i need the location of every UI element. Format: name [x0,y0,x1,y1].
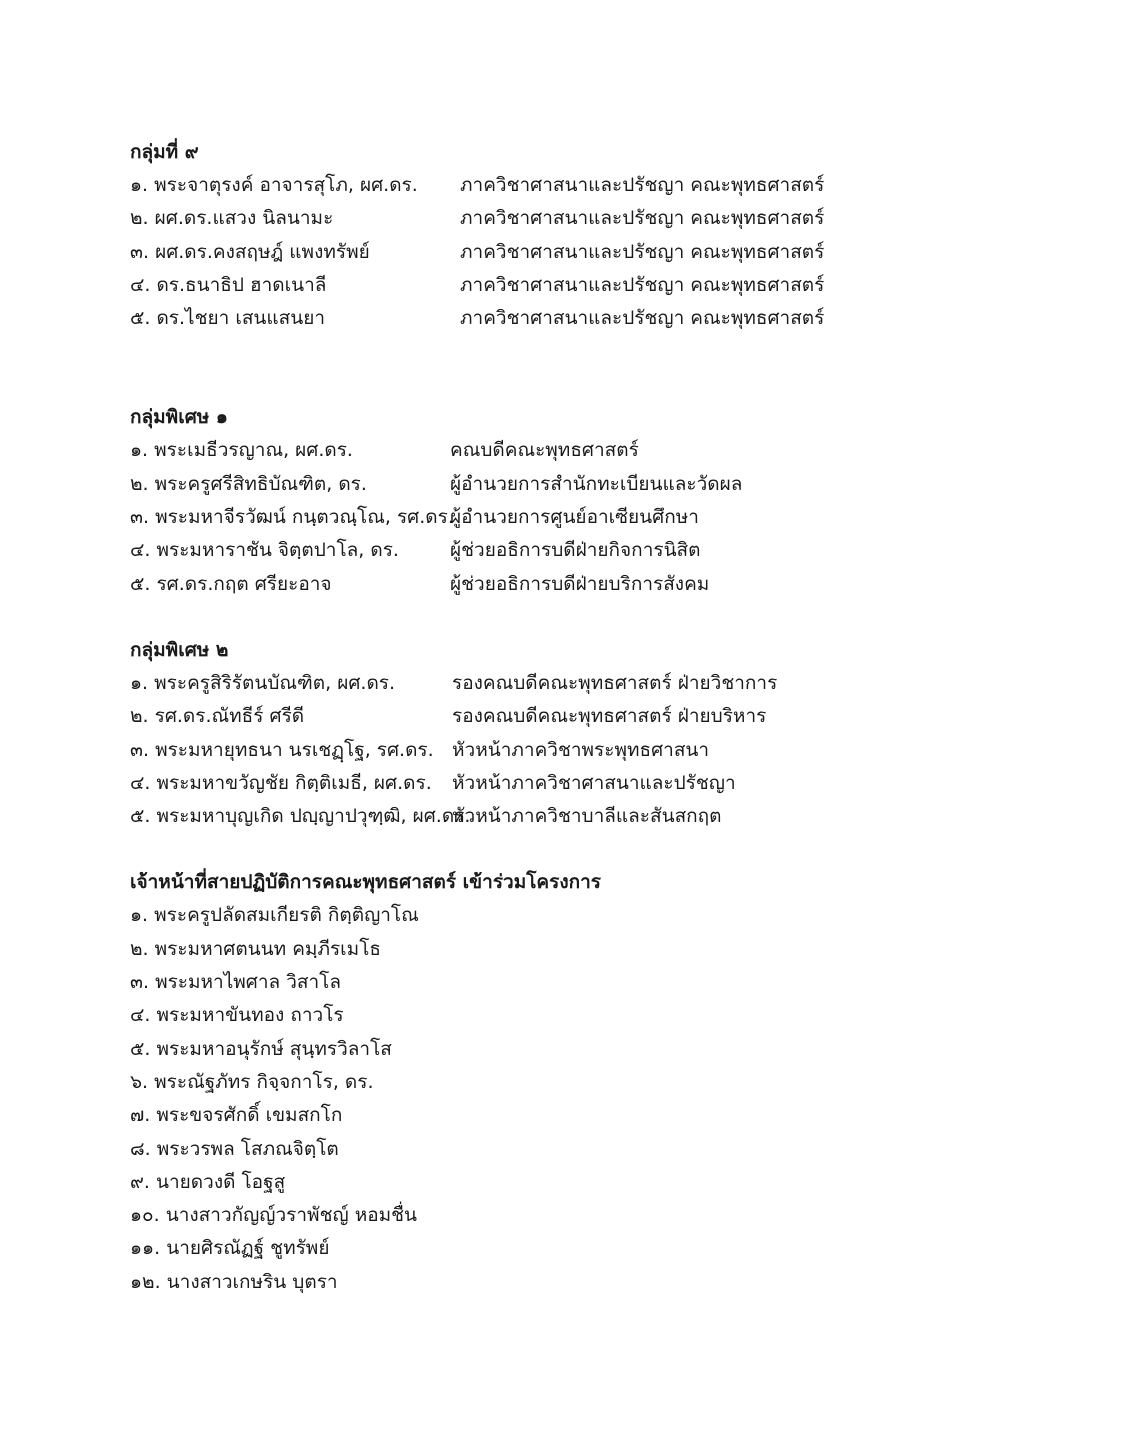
person-name: พระมหาบุญเกิด ปญฺญาปวุฑฺฒิ, ผศ.ดร. [156,805,471,828]
item-number: ๑. [130,671,149,694]
list-item [130,236,1070,269]
person-name: พระณัฐภัทร กิจฺจกาโร, ดร. [154,1070,374,1093]
person-name: พระครูศรีสิทธิบัณฑิต, ดร. [154,472,367,495]
person-role: ผู้อำนวยการสำนักทะเบียนและวัดผล [450,472,743,495]
person-name: ดร.ธนาธิป ฮาดเนาลี [156,273,327,296]
section-title: กลุ่มพิเศษ ๑ [130,406,228,429]
list-item [130,568,1070,601]
person-role: ผู้ช่วยอธิการบดีฝ่ายกิจการนิสิต [450,539,701,562]
section-title: กลุ่มพิเศษ ๒ [130,638,229,661]
list-item [130,999,1070,1032]
section-title: กลุ่มที่ ๙ [130,141,199,163]
item-number: ๕. [130,572,151,595]
person-role: หัวหน้าภาควิชาบาลีและสันสกฤต [452,805,722,828]
person-name: พระมหาอนุรักษ์ สุนฺทรวิลาโส [156,1037,392,1060]
item-number: ๔. [130,771,151,794]
list-item [130,1199,1070,1232]
person-name: พระมหาไพศาล วิสาโล [155,971,342,994]
item-number: ๕. [130,307,151,330]
person-name: นางสาวกัญญ์วราพัชญ์ หอมชื่น [165,1204,418,1227]
item-number: ๔. [130,1004,151,1027]
item-number: ๔. [130,273,151,296]
item-number: ๒. [130,705,149,728]
item-number: ๒. [130,207,149,230]
person-role: ภาควิชาศาสนาและปรัชญา คณะพุทธศาสตร์ [460,174,825,196]
person-name: พระครูสิริรัตนบัณฑิต, ผศ.ดร. [154,671,396,694]
person-name: พระขจรศักดิ์ เขมสกโก [156,1104,343,1127]
document-page [130,136,1070,1299]
section-title: เจ้าหน้าที่สายปฏิบัติการคณะพุทธศาสตร์ เข้าร่วมโครงการ [130,871,601,894]
person-role: คณบดีคณะพุทธศาสตร์ [450,439,639,462]
section-spacer [130,833,1070,866]
list-item [130,302,1070,335]
person-name: นายดวงดี โอฐสู [156,1170,286,1193]
item-number: ๑๐. [130,1204,160,1227]
list-item [130,434,1070,467]
person-role: ผู้ช่วยอธิการบดีฝ่ายบริการสังคม [450,572,710,595]
person-name: ดร.ไชยา เสนแสนยา [156,307,326,330]
item-number: ๒. [130,937,149,960]
list-item [130,501,1070,534]
person-role: ภาควิชาศาสนาและปรัชญา คณะพุทธศาสตร์ [460,307,825,330]
list-item [130,966,1070,999]
item-number: ๓. [130,738,150,761]
item-number: ๑. [130,904,149,927]
person-role: ภาควิชาศาสนาและปรัชญา คณะพุทธศาสตร์ [460,240,825,263]
list-item [130,169,1070,202]
item-number: ๑. [130,439,149,462]
section-special-1 [130,401,1070,600]
person-name: พระวรพล โสภณจิตฺโต [156,1137,339,1160]
list-item [130,800,1070,833]
person-name: พระครูปลัดสมเกียรติ กิตฺติญาโณ [154,904,419,927]
section-spacer [130,335,1070,401]
item-number: ๒. [130,472,149,495]
item-number: ๖. [130,1070,149,1093]
person-name: พระจาตุรงค์ อาจารสุโภ, ผศ.ดร. [154,174,418,196]
list-item [130,468,1070,501]
item-number: ๘. [130,1137,151,1160]
person-name: พระมหาศตนนท คมฺภีรเมโธ [154,937,382,960]
person-name: พระเมธีวรญาณ, ผศ.ดร. [154,439,353,462]
person-role: รองคณบดีคณะพุทธศาสตร์ ฝ่ายบริหาร [452,705,767,728]
person-name: รศ.ดร.กฤต ศรียะอาจ [156,572,332,595]
list-item [130,734,1070,767]
list-item [130,202,1070,235]
list-item [130,1066,1070,1099]
person-name: พระมหาจีรวัฒน์ กนฺตวณฺโณ, รศ.ดร. [155,506,454,529]
item-number: ๑. [130,174,149,196]
person-name: นายศิรณัฏฐ์ ชูทรัพย์ [166,1237,330,1260]
person-role: หัวหน้าภาควิชาศาสนาและปรัชญา [452,771,736,794]
person-role: ผู้อำนวยการศูนย์อาเซียนศึกษา [450,506,699,529]
list-item [130,269,1070,302]
item-number: ๕. [130,805,151,828]
item-number: ๗. [130,1104,151,1127]
list-item [130,1099,1070,1132]
person-role: รองคณบดีคณะพุทธศาสตร์ ฝ่ายวิชาการ [452,671,778,694]
section-group-9 [130,136,1070,335]
section-special-2 [130,634,1070,833]
person-name: รศ.ดร.ณัทธีร์ ศรีดี [154,705,305,728]
person-name: พระมหาขวัญชัย กิตฺติเมธี, ผศ.ดร. [156,771,432,794]
person-role: ภาควิชาศาสนาและปรัชญา คณะพุทธศาสตร์ [460,207,825,230]
list-item [130,1133,1070,1166]
list-item [130,534,1070,567]
item-number: ๙. [130,1170,150,1193]
person-name: พระมหายุทธนา นรเชฏฺโฐ, รศ.ดร. [155,738,434,761]
item-number: ๕. [130,1037,151,1060]
list-item [130,899,1070,932]
list-item [130,933,1070,966]
person-role: ภาควิชาศาสนาและปรัชญา คณะพุทธศาสตร์ [460,273,825,296]
list-item [130,667,1070,700]
list-item [130,767,1070,800]
item-number: ๓. [130,240,150,263]
person-name: ผศ.ดร.คงสฤษฎ์ แพงทรัพย์ [155,240,370,263]
item-number: ๓. [130,506,150,529]
section-staff [130,866,1070,1299]
item-number: ๔. [130,539,151,562]
list-item [130,700,1070,733]
person-name: พระมหาขันทอง ถาวโร [156,1004,344,1027]
list-item [130,1033,1070,1066]
person-name: นางสาวเกษริน บุตรา [166,1270,338,1293]
list-item [130,1166,1070,1199]
section-spacer [130,601,1070,634]
list-item [130,1232,1070,1265]
item-number: ๓. [130,971,150,994]
person-role: หัวหน้าภาควิชาพระพุทธศาสนา [452,738,710,761]
person-name: พระมหาราชัน จิตฺตปาโล, ดร. [156,539,399,562]
list-item [130,1266,1070,1299]
person-name: ผศ.ดร.แสวง นิลนามะ [154,207,334,230]
item-number: ๑๑. [130,1237,161,1260]
item-number: ๑๒. [130,1270,161,1293]
